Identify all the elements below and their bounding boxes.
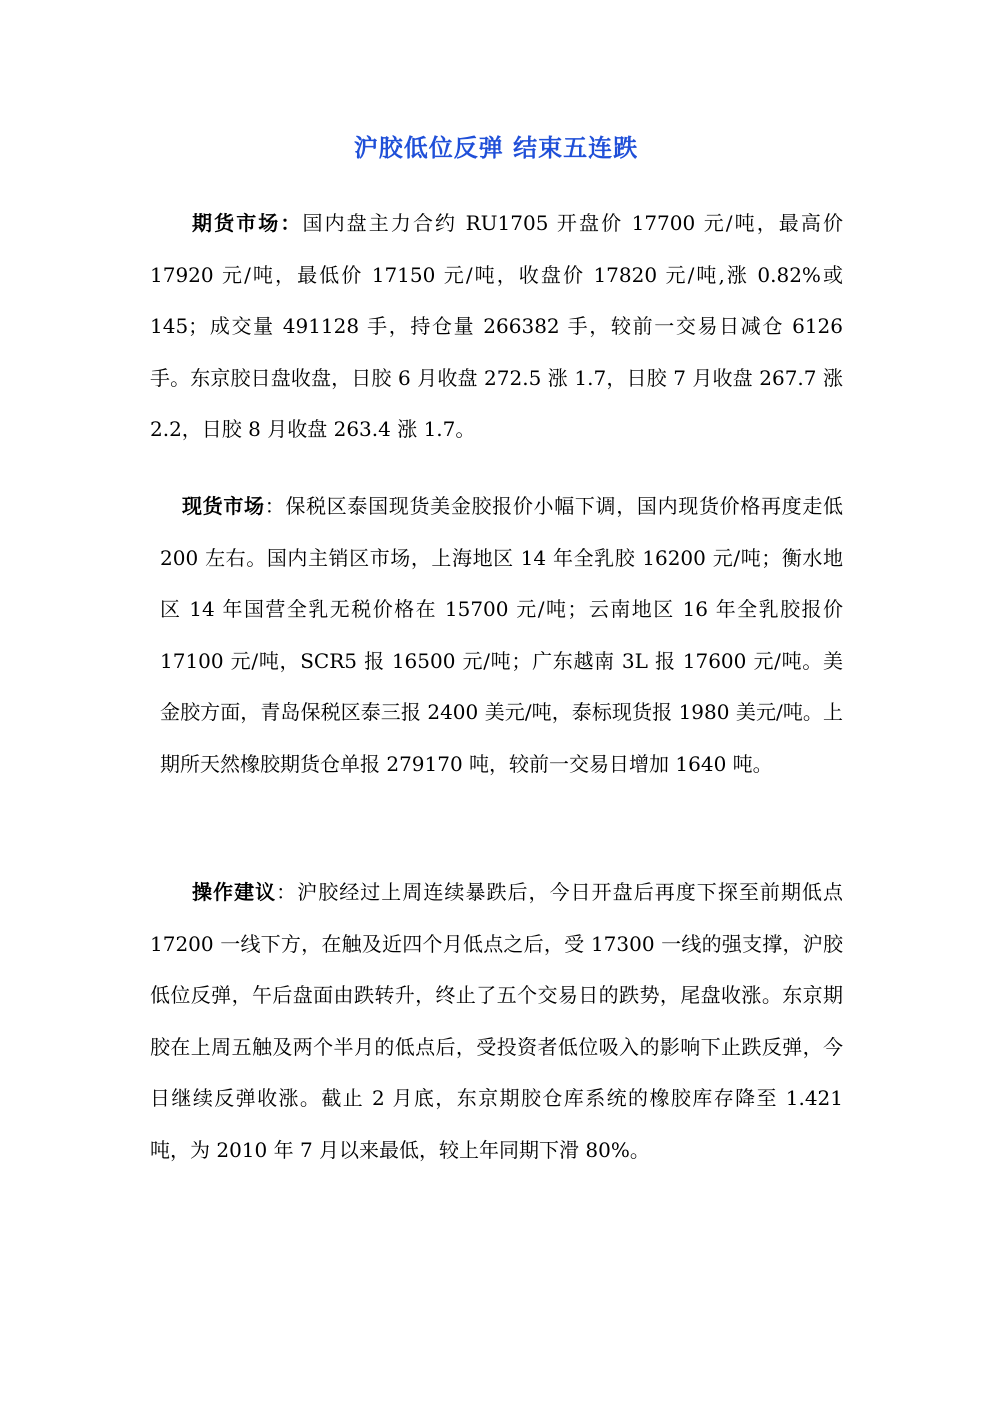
section-label: 现货市场 xyxy=(182,494,265,518)
section-operation-advice xyxy=(150,867,843,1176)
section-text: 国内盘主力合约 RU1705 开盘价 17700 元/吨，最高价 17920 元/吨，最低价 17150 元/吨，收盘价 17820 元/吨,涨 0.82%或 145；成交量 491128 手，持仓量 266382 手，较前一交易日减仓 6126 手。东京胶日盘收盘，日胶 6 月收盘 272.5 涨 1.7，日胶 7 月收盘 267.7 涨 2.2，日胶 8 月收盘 263.4 涨 1.7。 xyxy=(150,211,844,441)
page-title: 沪胶低位反弹 结束五连跌 xyxy=(353,133,639,162)
section-spot-market xyxy=(160,481,843,790)
section-futures-market xyxy=(150,198,843,456)
section-label: 期货市场： xyxy=(192,211,303,235)
section-text: ：沪胶经过上周连续暴跌后，今日开盘后再度下探至前期低点 17200 一线下方，在触及近四个月低点之后，受 17300 一线的强支撑，沪胶低位反弹，午后盘面由跌转升，终止了五个交易日的跌势，尾盘收涨。东京期胶在上周五触及两个半月的低点后，受投资者低位吸入的影响下止跌反弹，今日继续反弹收涨。截止 2 月底，东京期胶仓库系统的橡胶库存降至 1.421 吨，为 2010 年 7 月以来最低，较上年同期下滑 80%。 xyxy=(150,880,844,1162)
section-text: ：保税区泰国现货美金胶报价小幅下调，国内现货价格再度走低 200 左右。国内主销区市场，上海地区 14 年全乳胶 16200 元/吨；衡水地区 14 年国营全乳无税价格在 15700 元/吨；云南地区 16 年全乳胶报价 17100 元/吨，SCR5 报 16500 元/吨；广东越南 3L 报 17600 元/吨。美金胶方面，青岛保税区泰三报 2400 美元/吨，泰标现货报 1980 美元/吨。上期所天然橡胶期货仓单报 279170 吨，较前一交易日增加 1640 吨。 xyxy=(160,494,844,776)
section-label: 操作建议 xyxy=(192,880,277,904)
